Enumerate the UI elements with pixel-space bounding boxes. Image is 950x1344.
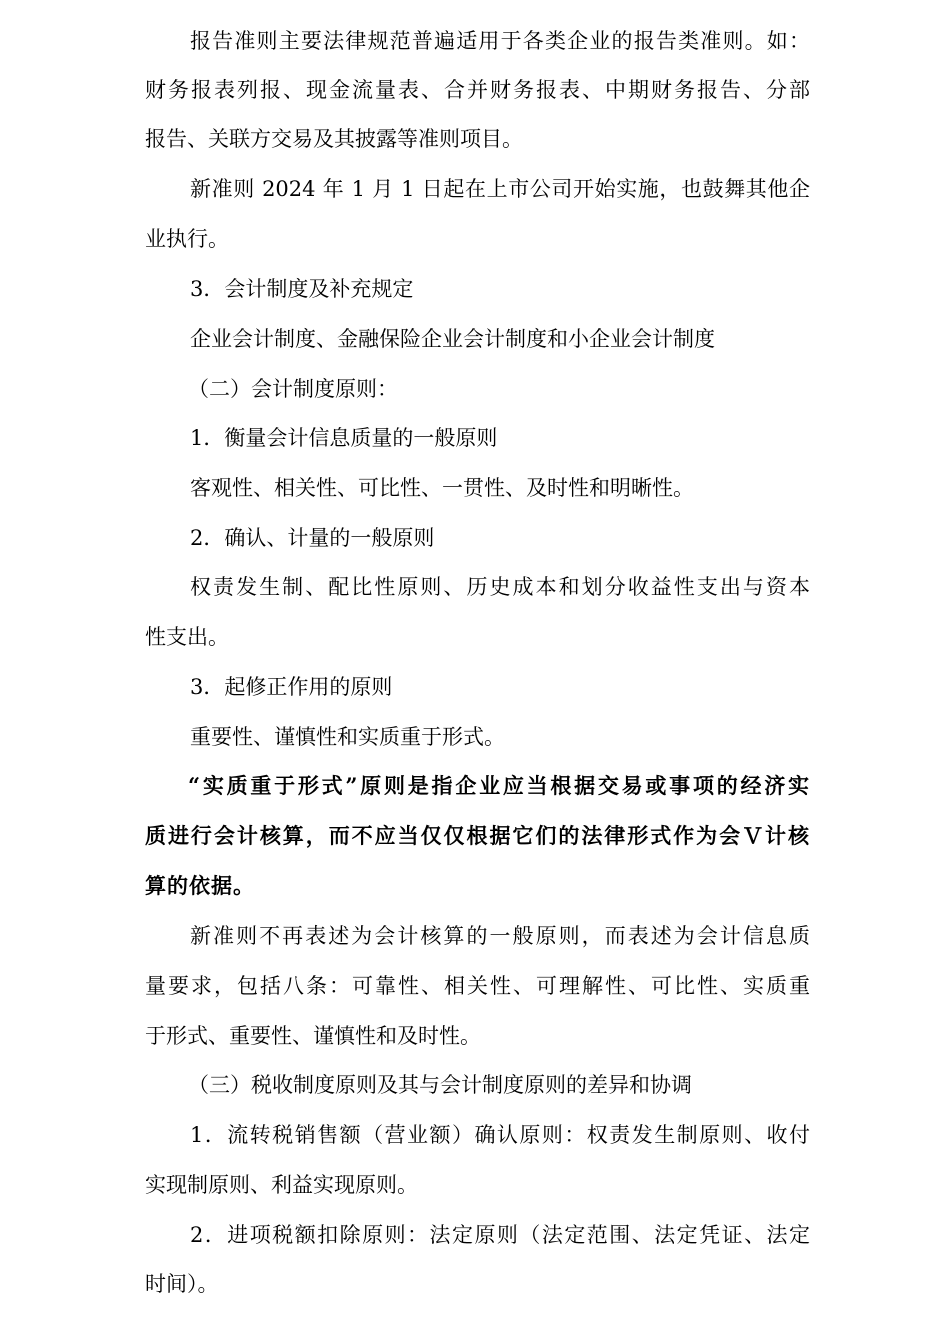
paragraph-line: 时间）。 (145, 1272, 219, 1296)
paragraph-line: 报告准则主要法律规范普遍适用于各类企业的报告类准则。如： (190, 29, 810, 53)
paragraph-line: 重要性、谨慎性和实质重于形式。 (190, 725, 505, 749)
paragraph-line: 新准则不再表述为会计核算的一般原则，而表述为会计信息质 (190, 924, 810, 948)
paragraph-line: 新准则 2024 年 1 月 1 日起在上市公司开始实施，也鼓舞其他企 (190, 177, 810, 201)
paragraph-line: 企业会计制度、金融保险企业会计制度和小企业会计制度 (190, 327, 715, 351)
paragraph-line: 量要求，包括八条：可靠性、相关性、可理解性、可比性、实质重 (145, 974, 810, 998)
section-heading: 3．会计制度及补充规定 (190, 277, 414, 301)
paragraph-line: 实现制原则、利益实现原则。 (145, 1173, 418, 1197)
section-heading: 3．起修正作用的原则 (190, 675, 393, 699)
section-heading: （二）会计制度原则： (188, 377, 398, 401)
paragraph-line: 报告、关联方交易及其披露等准则项目。 (145, 127, 523, 151)
section-heading: 1．衡量会计信息质量的一般原则 (190, 426, 498, 450)
paragraph-line: 1．流转税销售额（营业额）确认原则：权责发生制原则、收付 (190, 1123, 810, 1147)
paragraph-line: 性支出。 (145, 625, 229, 649)
section-heading: （三）税收制度原则及其与会计制度原则的差异和协调 (188, 1073, 692, 1097)
section-heading: 2．确认、计量的一般原则 (190, 526, 435, 550)
paragraph-line: 权责发生制、配比性原则、历史成本和划分收益性支出与资本 (190, 575, 810, 599)
paragraph-line: 财务报表列报、现金流量表、合并财务报表、中期财务报告、分部 (145, 78, 810, 102)
paragraph-line: 2．进项税额扣除原则：法定原则（法定范围、法定凭证、法定 (190, 1223, 810, 1247)
paragraph-line: 质进行会计核算，而不应当仅仅根据它们的法律形式作为会Ｖ计核 (145, 823, 810, 848)
paragraph-line: 于形式、重要性、谨慎性和及时性。 (145, 1024, 481, 1048)
paragraph-line: “实质重于形式”原则是指企业应当根据交易或事项的经济实 (188, 773, 810, 798)
paragraph-line: 业执行。 (145, 227, 229, 251)
paragraph-line: 算的依据。 (145, 873, 255, 898)
paragraph-line: 客观性、相关性、可比性、一贯性、及时性和明晰性。 (190, 476, 694, 500)
